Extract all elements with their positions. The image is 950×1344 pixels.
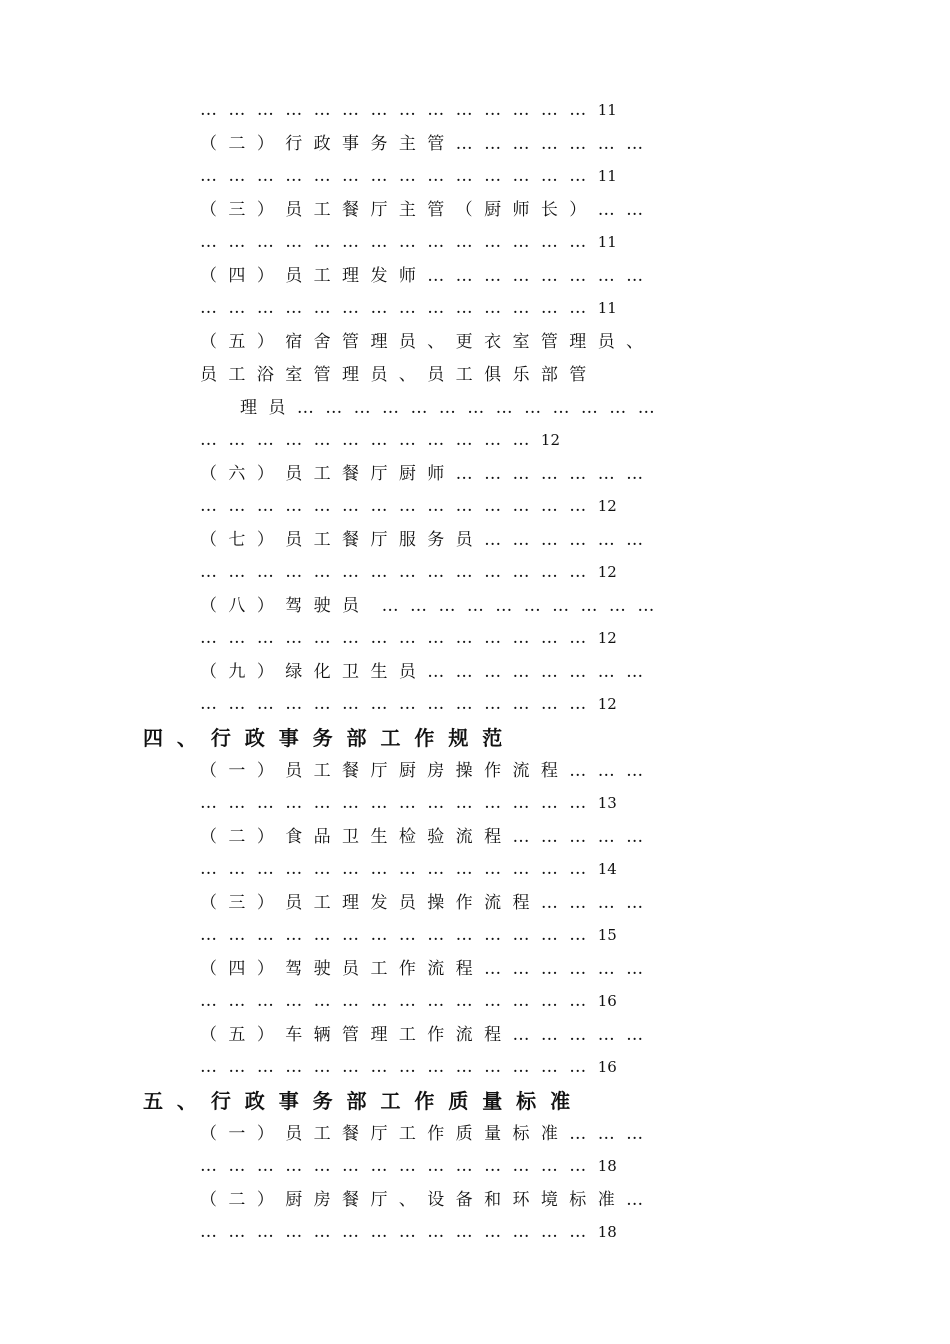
toc-page-number: 11: [597, 233, 617, 251]
toc-entry-title: （ 四 ） 驾 驶 员 工 作 流 程 … … … … … …: [200, 959, 644, 979]
toc-continuation-line: [200, 923, 617, 947]
toc-page-number: 11: [597, 101, 617, 119]
toc-dot-leader: … … … … … … … … … … … … … …: [200, 232, 587, 252]
toc-section-heading: 四 、 行 政 事 务 部 工 作 规 范: [143, 726, 503, 750]
toc-page-number: 15: [597, 926, 617, 944]
toc-page-number: 12: [597, 497, 617, 515]
toc-continuation-line: [200, 1055, 617, 1079]
toc-dot-leader: … … … … … … … … … … … … … …: [200, 793, 587, 813]
toc-page-number: 12: [540, 431, 560, 449]
toc-section-heading: 五 、 行 政 事 务 部 工 作 质 量 标 准: [143, 1089, 571, 1113]
toc-entry-title: （ 四 ） 员 工 理 发 师 … … … … … … … …: [200, 266, 644, 286]
toc-dot-leader: … … … … … … … … … … … … … …: [200, 628, 587, 648]
toc-page-number: 18: [597, 1223, 617, 1241]
toc-entry-title: （ 五 ） 宿 舍 管 理 员 、 更 衣 室 管 理 员 、: [200, 332, 644, 352]
toc-dot-leader: … … … … … … … … … … … … … …: [200, 925, 587, 945]
toc-entry-title: （ 三 ） 员 工 餐 厅 主 管 （ 厨 师 长 ） … …: [200, 200, 644, 220]
toc-entry-title: （ 二 ） 行 政 事 务 主 管 … … … … … … …: [200, 134, 644, 154]
toc-entry-title-wrap: 理 员 … … … … … … … … … … … … …: [240, 398, 655, 418]
toc-page-number: 13: [597, 794, 617, 812]
toc-continuation-line: [200, 857, 617, 881]
toc-page-number: 12: [597, 563, 617, 581]
toc-entry-title: （ 九 ） 绿 化 卫 生 员 … … … … … … … …: [200, 662, 644, 682]
toc-dot-leader: … … … … … … … … … … … … … …: [200, 1156, 587, 1176]
toc-page-number: 16: [597, 992, 617, 1010]
toc-entry-title: （ 八 ） 驾 驶 员 … … … … … … … … … …: [200, 596, 655, 616]
toc-continuation-line: [200, 494, 617, 518]
toc-entry-title: （ 六 ） 员 工 餐 厅 厨 师 … … … … … … …: [200, 464, 644, 484]
toc-dot-leader: … … … … … … … … … … … … … …: [200, 1222, 587, 1242]
toc-entry-title: （ 一 ） 员 工 餐 厅 厨 房 操 作 流 程 … … …: [200, 761, 644, 781]
toc-dot-leader: … … … … … … … … … … … … … …: [200, 166, 587, 186]
toc-dot-leader: … … … … … … … … … … … … … …: [200, 1057, 587, 1077]
toc-entry-title-wrap: 员 工 浴 室 管 理 员 、 员 工 俱 乐 部 管: [200, 365, 587, 385]
toc-entry-title: （ 七 ） 员 工 餐 厅 服 务 员 … … … … … …: [200, 530, 644, 550]
toc-continuation-line: [200, 989, 617, 1013]
toc-continuation-line: [200, 560, 617, 584]
toc-dot-leader: … … … … … … … … … … … … … …: [200, 298, 587, 318]
toc-dot-leader: … … … … … … … … … … … …: [200, 430, 530, 450]
toc-dot-leader: … … … … … … … … … … … … … …: [200, 562, 587, 582]
toc-dot-leader: … … … … … … … … … … … … … …: [200, 496, 587, 516]
toc-entry-title: （ 三 ） 员 工 理 发 员 操 作 流 程 … … … …: [200, 893, 644, 913]
toc-continuation-line: [200, 296, 617, 320]
toc-continuation-line: [200, 230, 617, 254]
toc-entry-title: （ 二 ） 厨 房 餐 厅 、 设 备 和 环 境 标 准 …: [200, 1190, 644, 1210]
toc-page-number: 18: [597, 1157, 617, 1175]
toc-page-number: 12: [597, 695, 617, 713]
toc-page-number: 16: [597, 1058, 617, 1076]
toc-continuation-line: [200, 791, 617, 815]
toc-continuation-line: [200, 692, 617, 716]
toc-entry-title: （ 二 ） 食 品 卫 生 检 验 流 程 … … … … …: [200, 827, 644, 847]
toc-dot-leader: … … … … … … … … … … … … … …: [200, 991, 587, 1011]
toc-page-number: 11: [597, 167, 617, 185]
toc-continuation-line: [200, 626, 617, 650]
toc-dot-leader: … … … … … … … … … … … … … …: [200, 859, 587, 879]
toc-entry-title: （ 一 ） 员 工 餐 厅 工 作 质 量 标 准 … … …: [200, 1124, 644, 1144]
toc-continuation-line: [200, 1220, 617, 1244]
toc-dot-leader: … … … … … … … … … … … … … …: [200, 100, 587, 120]
toc-continuation-line: [200, 164, 617, 188]
toc-continuation-line: [200, 98, 617, 122]
toc-continuation-line: [200, 428, 560, 452]
toc-page-number: 14: [597, 860, 617, 878]
toc-entry-title: （ 五 ） 车 辆 管 理 工 作 流 程 … … … … …: [200, 1025, 644, 1045]
toc-dot-leader: … … … … … … … … … … … … … …: [200, 694, 587, 714]
toc-continuation-line: [200, 1154, 617, 1178]
toc-page-number: 12: [597, 629, 617, 647]
toc-page-number: 11: [597, 299, 617, 317]
